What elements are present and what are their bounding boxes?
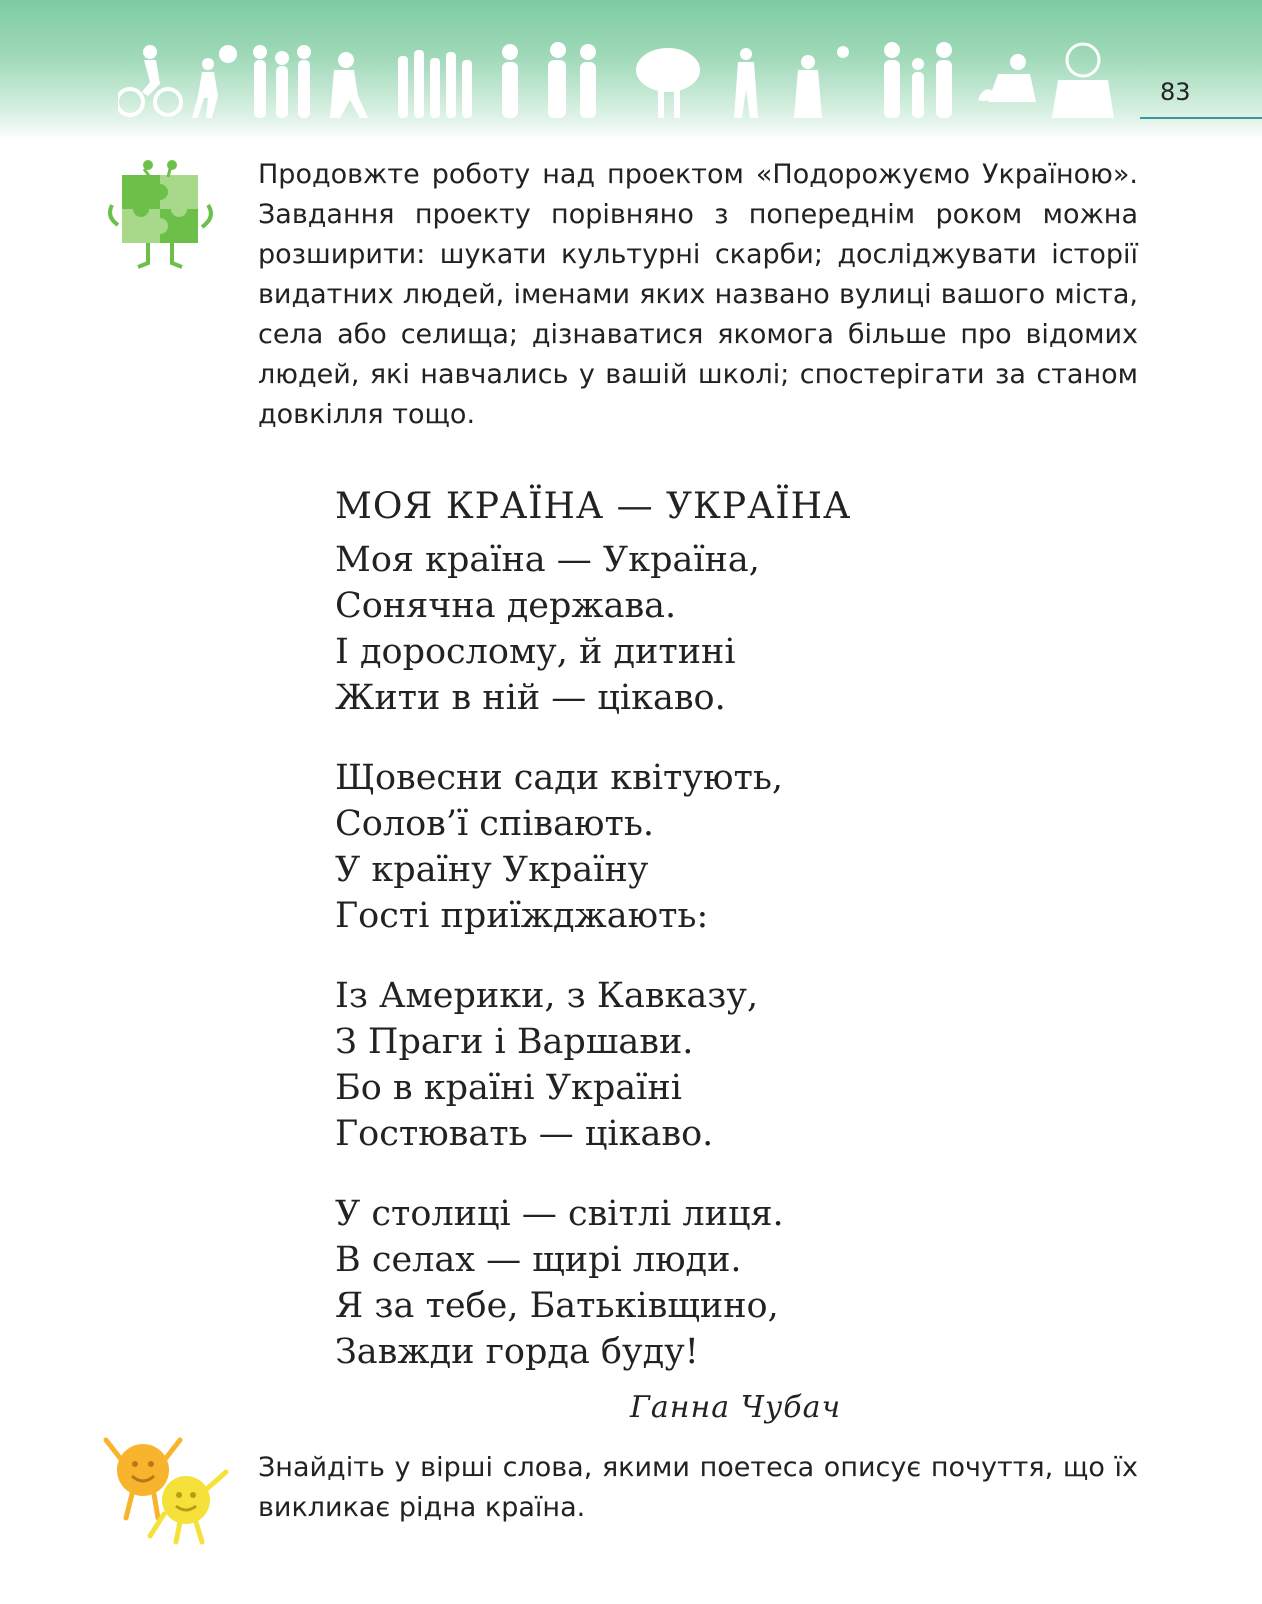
- page-number-rule: [1140, 117, 1262, 119]
- stanza: [335, 1191, 935, 1375]
- people-silhouettes-icon: [118, 40, 1128, 120]
- poem-line: Гості приїжджають:: [335, 896, 709, 936]
- poem-line: З Праги і Варшави.: [335, 1022, 694, 1062]
- stanza: [335, 537, 935, 721]
- stanza: [335, 973, 935, 1157]
- poem-author: Ганна Чубач: [630, 1390, 842, 1425]
- poem-line: Бо в країні Україні: [335, 1068, 682, 1108]
- poem-line: Із Америки, з Кавказу,: [335, 976, 759, 1016]
- stanza: [335, 755, 935, 939]
- poem-line: Солов’ї співають.: [335, 804, 655, 844]
- poem-line: Гостювать — цікаво.: [335, 1114, 714, 1154]
- poem-line: Сонячна держава.: [335, 586, 677, 626]
- poem-line: Щовесни сади квітують,: [335, 758, 784, 798]
- poem-line: У країну Україну: [335, 850, 649, 890]
- poem-line: У столиці — світлі лиця.: [335, 1194, 784, 1234]
- page-number: 83: [1160, 78, 1191, 106]
- header-band: [0, 0, 1262, 140]
- task-instructions: Знайдіть у вірші слова, якими поетеса описує почуття, що їх викликає рідна країна.: [258, 1452, 1138, 1523]
- smiley-icon: [98, 1430, 238, 1550]
- poem: [335, 485, 935, 1409]
- poem-line: І дорослому, й дитині: [335, 632, 736, 672]
- puzzle-icon: [108, 155, 218, 275]
- poem-line: В селах — щирі люди.: [335, 1240, 742, 1280]
- poem-line: Моя країна — Україна,: [335, 540, 760, 580]
- poem-line: Завжди горда буду!: [335, 1332, 699, 1372]
- poem-line: Жити в ній — цікаво.: [335, 678, 726, 718]
- poem-line: Я за тебе, Батьківщино,: [335, 1286, 779, 1326]
- project-instructions: Продовжте роботу над проектом «Подорожуємо Україною». Завдання проекту порівняно з попереднім роком можна розширити: шукати культурні скарби; досліджувати історії видатних людей, іменами яких названо вулиці вашого міста, села або селища; дізнаватися якомога більше про відомих людей, які навчались у вашій школі; спостерігати за станом довкілля тощо.: [258, 159, 1138, 430]
- poem-title: МОЯ КРАЇНА — УКРАЇНА: [335, 486, 852, 527]
